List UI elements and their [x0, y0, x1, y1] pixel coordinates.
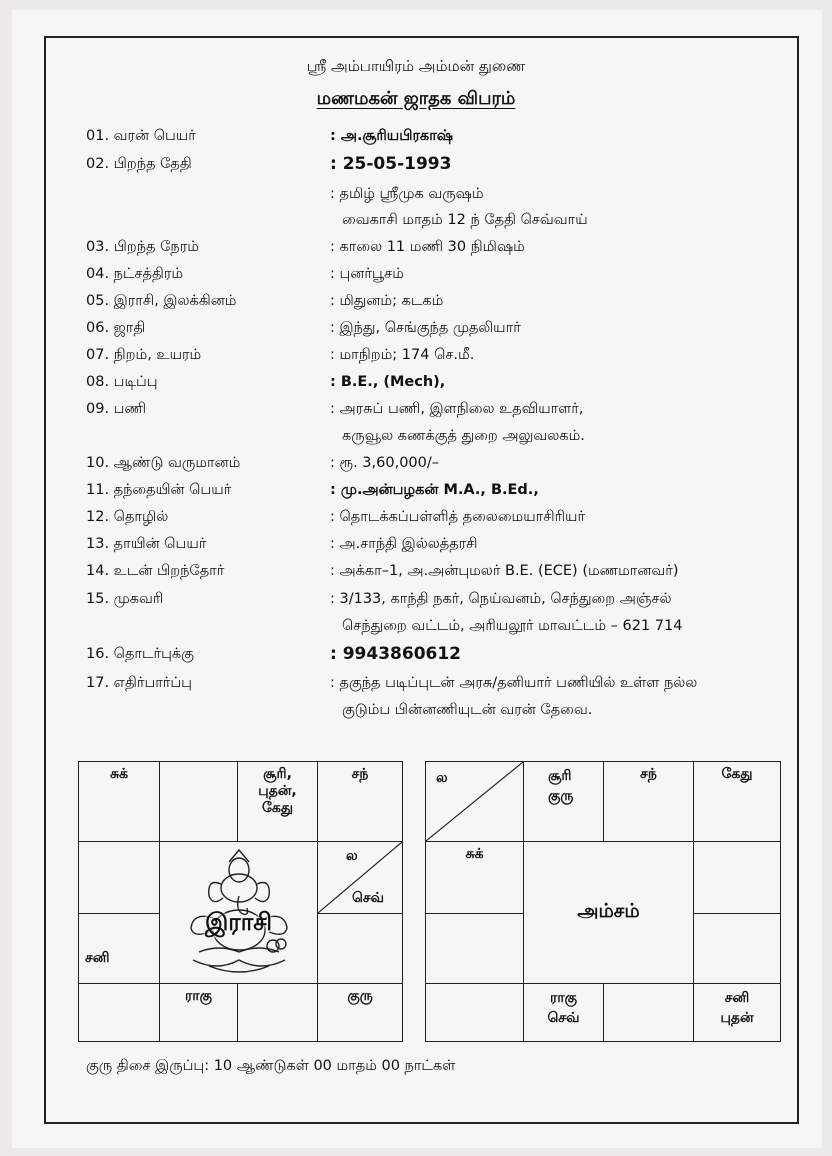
detail-value-mother: : அ.சாந்தி இல்லத்தரசி	[330, 536, 478, 552]
detail-value-contact: : 9943860612	[330, 644, 462, 664]
amsam-cell-r2c3	[694, 914, 781, 984]
rasi-cell-r0c0: சுக்	[79, 762, 160, 842]
detail-label-education: 08. படிப்பு	[86, 374, 158, 390]
detail-label-time: 03. பிறந்த நேரம்	[86, 239, 199, 255]
detail-label-caste: 06. ஜாதி	[86, 320, 146, 336]
detail-value-time: : காலை 11 மணி 30 நிமிஷம்	[330, 239, 525, 255]
rasi-sev-label: செவ்	[352, 890, 385, 906]
amsam-cell-r3c3: சனி புதன்	[694, 984, 781, 1042]
rasi-cell-r0c2: சூரி, புதன், கேது	[238, 762, 318, 842]
detail-label-name: 01. வரன் பெயர்	[86, 128, 196, 144]
rasi-cell-r3c3: குரு	[318, 984, 403, 1042]
detail-label-contact: 16. தொடர்புக்கு	[86, 646, 194, 662]
rasi-cell-r2c3	[318, 914, 403, 984]
rasi-cell-r0c3: சந்	[318, 762, 403, 842]
amsam-cell-r0c3: கேது	[694, 762, 781, 842]
rasi-center-label: இராசி	[204, 908, 273, 936]
document-title	[0, 88, 832, 111]
detail-label-rasi: 05. இராசி, இலக்கினம்	[86, 293, 237, 309]
amsam-lagna-label: ல	[436, 770, 448, 786]
detail-label-occupation: 12. தொழில்	[86, 509, 169, 525]
detail-value-job-office: கருவூல கணக்குத் துறை அலுவலகம்.	[342, 428, 585, 444]
detail-value-siblings: : அக்கா–1, அ.அன்புமலர் B.E. (ECE) (மணமானவர்)	[330, 563, 679, 579]
detail-label-expectation: 17. எதிர்பார்ப்பு	[86, 675, 192, 691]
detail-value-tamil-year: : தமிழ் ஸ்ரீமுக வருஷம்	[330, 186, 484, 202]
amsam-cell-r0c0	[426, 762, 524, 842]
detail-label-complexion: 07. நிறம், உயரம்	[86, 347, 202, 363]
detail-label-job: 09. பணி	[86, 401, 147, 417]
rasi-chart	[78, 761, 403, 1042]
amsam-cell-r1c3	[694, 842, 781, 914]
rasi-cell-r1c0	[79, 842, 160, 914]
amsam-cell-r3c1: ராகு செவ்	[524, 984, 604, 1042]
amsam-chart	[425, 761, 781, 1042]
detail-value-star: : புனர்பூசம்	[330, 266, 404, 282]
title-text: மணமகன் ஜாதக விபரம்	[316, 88, 516, 109]
amsam-cell-r1c0: சுக்	[426, 842, 524, 914]
detail-value-expectation-line2: குடும்ப பின்னணியுடன் வரன் தேவை.	[342, 702, 593, 718]
rasi-cell-r2c0: சனி	[79, 914, 160, 984]
detail-label-dob: 02. பிறந்த தேதி	[86, 156, 192, 172]
amsam-cell-r3c2	[604, 984, 694, 1042]
detail-label-father: 11. தந்தையின் பெயர்	[86, 482, 232, 498]
detail-value-caste: : இந்து, செங்குந்த முதலியார்	[330, 320, 521, 336]
amsam-cell-r0c1: சூரி குரு	[524, 762, 604, 842]
detail-value-name: : அ.சூரியபிரகாஷ்	[330, 128, 454, 144]
detail-value-expectation: : தகுந்த படிப்புடன் அரசு/தனியார் பணியில் உள்ள நல்ல	[330, 675, 698, 691]
rasi-cell-r0c1	[160, 762, 238, 842]
detail-label-mother: 13. தாயின் பெயர்	[86, 536, 207, 552]
detail-value-address: : 3/133, காந்தி நகர், நெய்வனம், செந்துறை அஞ்சல்	[330, 591, 672, 607]
rasi-cell-r3c2	[238, 984, 318, 1042]
amsam-cell-r3c0	[426, 984, 524, 1042]
rasi-center	[160, 842, 318, 984]
detail-value-dob: : 25-05-1993	[330, 154, 452, 174]
invocation-line: ஸ்ரீ அம்பாயிரம் அம்மன் துணை	[306, 57, 526, 75]
detail-label-siblings: 14. உடன் பிறந்தோர்	[86, 563, 225, 579]
detail-value-education: : B.E., (Mech),	[330, 374, 446, 390]
detail-value-occupation: : தொடக்கப்பள்ளித் தலைமையாசிரியர்	[330, 509, 586, 525]
rasi-lagna-label: ல	[346, 848, 358, 864]
rasi-cell-r3c1: ராகு	[160, 984, 238, 1042]
detail-label-address: 15. முகவரி	[86, 591, 164, 607]
rasi-cell-r1c3	[318, 842, 403, 914]
detail-label-income: 10. ஆண்டு வருமானம்	[86, 455, 241, 471]
detail-value-tamil-date: வைகாசி மாதம் 12 ந் தேதி செவ்வாய்	[342, 212, 588, 228]
detail-value-address-line2: செந்துறை வட்டம், அரியலூர் மாவட்டம் – 621 714	[342, 618, 683, 634]
detail-value-father: : மு.அன்பழகன் M.A., B.Ed.,	[330, 482, 539, 498]
detail-value-rasi: : மிதுனம்; கடகம்	[330, 293, 444, 309]
rasi-cell-r3c0	[79, 984, 160, 1042]
amsam-cell-r2c0	[426, 914, 524, 984]
detail-value-job: : அரசுப் பணி, இளநிலை உதவியாளர்,	[330, 401, 584, 417]
detail-value-income: : ரூ. 3,60,000/–	[330, 455, 440, 471]
amsam-cell-r0c2: சந்	[604, 762, 694, 842]
detail-label-star: 04. நட்சத்திரம்	[86, 266, 184, 282]
dasa-balance: குரு திசை இருப்பு: 10 ஆண்டுகள் 00 மாதம் 00 நாட்கள்	[86, 1058, 456, 1074]
amsam-center-label: அம்சம்	[577, 900, 640, 922]
detail-value-complexion: : மாநிறம்; 174 செ.மீ.	[330, 347, 475, 363]
amsam-center	[524, 842, 694, 984]
